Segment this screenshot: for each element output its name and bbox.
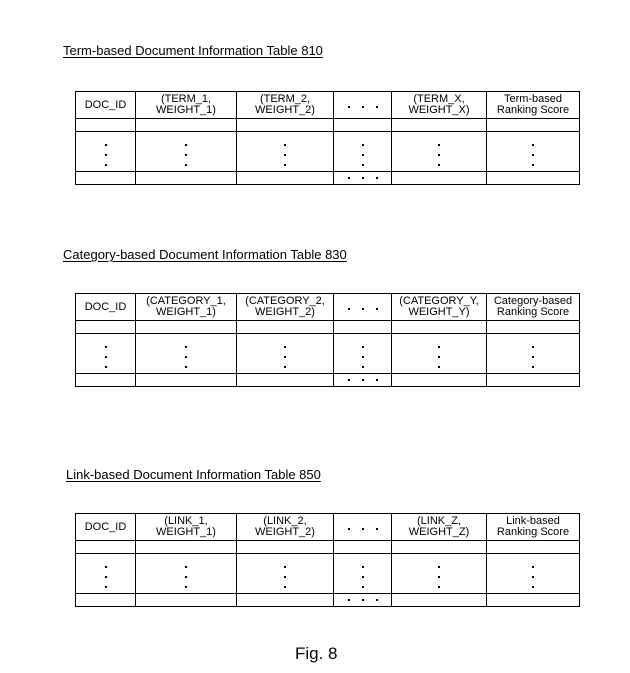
table-cell — [392, 321, 487, 334]
vertical-ellipsis-icon — [438, 346, 440, 368]
column-header — [334, 294, 392, 321]
table-cell — [392, 594, 487, 607]
table-cell — [76, 374, 136, 387]
table-cell — [487, 172, 580, 185]
vertical-ellipsis-icon — [105, 566, 107, 588]
table-row-ellipsis — [76, 554, 580, 594]
table-cell — [237, 541, 334, 554]
table-cell — [487, 594, 580, 607]
vertical-ellipsis-icon — [362, 346, 364, 368]
table-cell — [136, 119, 237, 132]
table-cell — [334, 119, 392, 132]
table-cell — [136, 172, 237, 185]
vertical-ellipsis-icon — [105, 346, 107, 368]
table-cell — [487, 321, 580, 334]
column-header: DOC_ID — [76, 92, 136, 119]
vertical-ellipsis-icon — [284, 346, 286, 368]
table-cell — [487, 132, 580, 172]
term-based-document-table — [75, 91, 580, 185]
column-header: DOC_ID — [76, 514, 136, 541]
table-cell — [334, 554, 392, 594]
vertical-ellipsis-icon — [362, 144, 364, 166]
table-cell — [237, 119, 334, 132]
table-cell — [392, 554, 487, 594]
column-header: DOC_ID — [76, 294, 136, 321]
vertical-ellipsis-icon — [438, 566, 440, 588]
column-header: (CATEGORY_2, WEIGHT_2) — [237, 294, 334, 321]
column-header: (LINK_1, WEIGHT_1) — [136, 514, 237, 541]
table-row-ellipsis — [76, 334, 580, 374]
column-header: Category-based Ranking Score — [487, 294, 580, 321]
table-cell — [237, 321, 334, 334]
vertical-ellipsis-icon — [284, 144, 286, 166]
table-cell — [136, 132, 237, 172]
vertical-ellipsis-icon — [185, 144, 187, 166]
table-cell — [487, 554, 580, 594]
vertical-ellipsis-icon — [532, 144, 534, 166]
table-cell — [334, 132, 392, 172]
column-header: (TERM_X, WEIGHT_X) — [392, 92, 487, 119]
table-cell — [136, 594, 237, 607]
column-header — [334, 92, 392, 119]
table-cell — [392, 172, 487, 185]
column-header: (TERM_1, WEIGHT_1) — [136, 92, 237, 119]
table-cell — [76, 132, 136, 172]
table-header-row — [76, 514, 580, 541]
table-cell — [237, 374, 334, 387]
column-header — [334, 514, 392, 541]
vertical-ellipsis-icon — [185, 566, 187, 588]
category-based-document-table — [75, 293, 580, 387]
column-header: Term-based Ranking Score — [487, 92, 580, 119]
vertical-ellipsis-icon — [105, 144, 107, 166]
table-row — [76, 541, 580, 554]
category-table-title: Category-based Document Information Table 830 — [63, 247, 347, 262]
column-header: (LINK_Z, WEIGHT_Z) — [392, 514, 487, 541]
table-cell — [392, 374, 487, 387]
table-cell — [237, 594, 334, 607]
table-cell — [237, 334, 334, 374]
column-header: Link-based Ranking Score — [487, 514, 580, 541]
table-cell — [136, 334, 237, 374]
column-header: (CATEGORY_1, WEIGHT_1) — [136, 294, 237, 321]
table-header-row — [76, 92, 580, 119]
ellipsis-columns-icon — [348, 528, 378, 530]
table-header-row — [76, 294, 580, 321]
table-cell — [392, 132, 487, 172]
table-cell — [76, 172, 136, 185]
table-cell — [487, 374, 580, 387]
vertical-ellipsis-icon — [362, 566, 364, 588]
column-header: (CATEGORY_Y, WEIGHT_Y) — [392, 294, 487, 321]
link-table-title: Link-based Document Information Table 850 — [66, 467, 321, 482]
table-row — [76, 119, 580, 132]
horizontal-ellipsis-icon — [348, 599, 378, 601]
column-header: (TERM_2, WEIGHT_2) — [237, 92, 334, 119]
table-cell — [334, 374, 392, 387]
vertical-ellipsis-icon — [284, 566, 286, 588]
table-cell — [392, 334, 487, 374]
table-cell — [487, 119, 580, 132]
vertical-ellipsis-icon — [532, 346, 534, 368]
table-cell — [334, 172, 392, 185]
table-row-ellipsis — [76, 132, 580, 172]
table-cell — [334, 334, 392, 374]
table-row — [76, 321, 580, 334]
table-cell — [76, 321, 136, 334]
table-cell — [334, 594, 392, 607]
figure-caption: Fig. 8 — [295, 644, 338, 663]
table-row — [76, 172, 580, 185]
table-cell — [237, 554, 334, 594]
table-cell — [136, 374, 237, 387]
table-cell — [392, 119, 487, 132]
vertical-ellipsis-icon — [438, 144, 440, 166]
table-cell — [76, 541, 136, 554]
link-based-document-table — [75, 513, 580, 607]
table-row — [76, 374, 580, 387]
table-cell — [334, 541, 392, 554]
table-cell — [392, 541, 487, 554]
table-cell — [136, 321, 237, 334]
vertical-ellipsis-icon — [185, 346, 187, 368]
table-cell — [487, 541, 580, 554]
table-cell — [76, 554, 136, 594]
column-header: (LINK_2, WEIGHT_2) — [237, 514, 334, 541]
table-cell — [136, 554, 237, 594]
ellipsis-columns-icon — [348, 308, 378, 310]
table-cell — [136, 541, 237, 554]
term-table-title: Term-based Document Information Table 810 — [63, 43, 323, 58]
table-row — [76, 594, 580, 607]
vertical-ellipsis-icon — [532, 566, 534, 588]
table-cell — [237, 132, 334, 172]
table-cell — [237, 172, 334, 185]
table-cell — [76, 594, 136, 607]
table-cell — [76, 119, 136, 132]
table-cell — [76, 334, 136, 374]
table-cell — [334, 321, 392, 334]
ellipsis-columns-icon — [348, 106, 378, 108]
horizontal-ellipsis-icon — [348, 177, 378, 179]
table-cell — [487, 334, 580, 374]
horizontal-ellipsis-icon — [348, 379, 378, 381]
